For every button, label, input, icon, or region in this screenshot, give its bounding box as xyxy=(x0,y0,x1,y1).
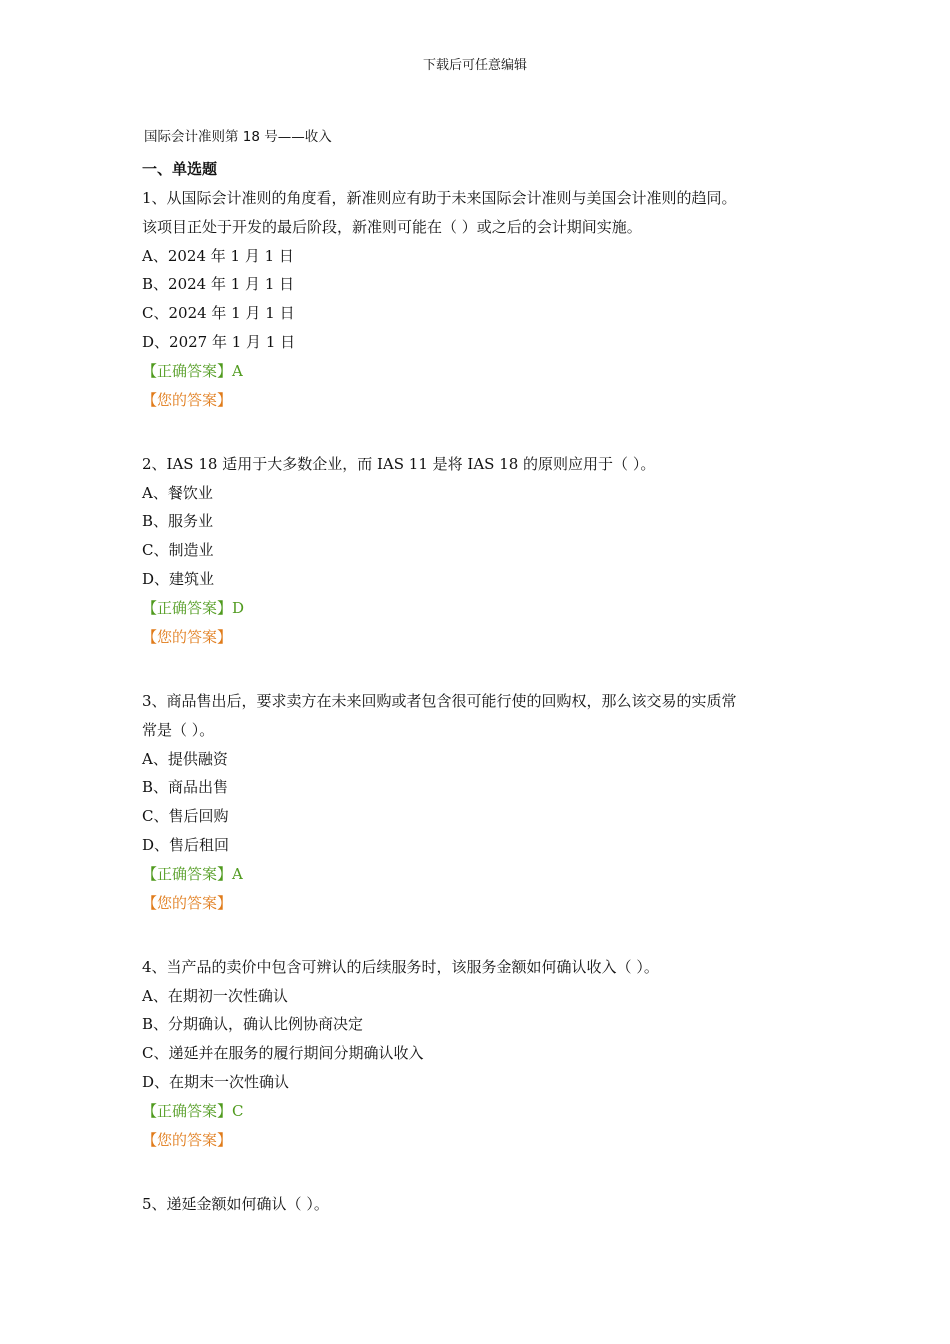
your-answer: 【您的答案】 xyxy=(142,627,233,646)
question-block xyxy=(142,687,812,917)
correct-answer xyxy=(142,1097,812,1126)
correct-answer-value: A xyxy=(232,864,243,883)
correct-answer-value: A xyxy=(232,361,243,380)
your-answer: 【您的答案】 xyxy=(142,390,233,409)
question-text: 该项目正处于开发的最后阶段，新准则可能在（ ）或之后的会计期间实施。 xyxy=(142,217,642,236)
option-d: D、在期末一次性确认 xyxy=(142,1073,290,1092)
document-body xyxy=(142,155,812,1219)
option-b: B、商品出售 xyxy=(142,778,229,797)
option-d: D、建筑业 xyxy=(142,570,215,589)
option-a: A、在期初一次性确认 xyxy=(142,986,288,1005)
option-b: B、服务业 xyxy=(142,512,214,531)
option-c: C、2024 年 1 月 1 日 xyxy=(142,304,295,323)
correct-answer-label: 【正确答案】 xyxy=(142,361,233,380)
question-block xyxy=(142,184,812,414)
correct-answer xyxy=(142,594,812,623)
option-a: A、提供融资 xyxy=(142,749,228,768)
option-d: D、2027 年 1 月 1 日 xyxy=(142,332,296,351)
question-text: 5、递延金额如何确认（ ）。 xyxy=(142,1194,329,1213)
option-a: A、餐饮业 xyxy=(142,483,213,502)
option-b: B、分期确认，确认比例协商决定 xyxy=(142,1015,364,1034)
option-d: D、售后租回 xyxy=(142,835,230,854)
question-text: 常是（ ）。 xyxy=(142,720,215,739)
option-c: C、售后回购 xyxy=(142,807,229,826)
question-text: 3、商品售出后，要求卖方在未来回购或者包含很可能行使的回购权，那么该交易的实质常 xyxy=(142,691,737,710)
question-text: 1、从国际会计准则的角度看，新准则应有助于未来国际会计准则与美国会计准则的趋同。 xyxy=(142,189,737,207)
correct-answer-value: C xyxy=(232,1101,244,1120)
correct-answer xyxy=(142,860,812,889)
page-header: 下载后可任意编辑 xyxy=(422,58,527,73)
correct-answer-label: 【正确答案】 xyxy=(142,598,233,617)
correct-answer-label: 【正确答案】 xyxy=(142,864,233,883)
question-block xyxy=(142,953,812,1155)
question-block xyxy=(142,450,812,652)
your-answer: 【您的答案】 xyxy=(142,1130,233,1149)
section-title: 一、单选题 xyxy=(142,160,218,178)
your-answer: 【您的答案】 xyxy=(142,893,233,912)
question-text: 4、当产品的卖价中包含可辨认的后续服务时，该服务金额如何确认收入（ ）。 xyxy=(142,957,659,976)
correct-answer xyxy=(142,357,812,386)
option-a: A、2024 年 1 月 1 日 xyxy=(142,246,294,265)
correct-answer-value: D xyxy=(232,598,245,617)
option-c: C、制造业 xyxy=(142,541,214,560)
correct-answer-label: 【正确答案】 xyxy=(142,1101,233,1120)
question-text: 2、IAS 18 适用于大多数企业，而 IAS 11 是将 IAS 18 的原则应用于（ ）。 xyxy=(142,454,656,473)
document-title: 国际会计准则第 18 号——收入 xyxy=(144,129,332,145)
option-b: B、2024 年 1 月 1 日 xyxy=(142,275,295,294)
option-c: C、递延并在服务的履行期间分期确认收入 xyxy=(142,1044,424,1063)
question-block xyxy=(142,1190,812,1219)
